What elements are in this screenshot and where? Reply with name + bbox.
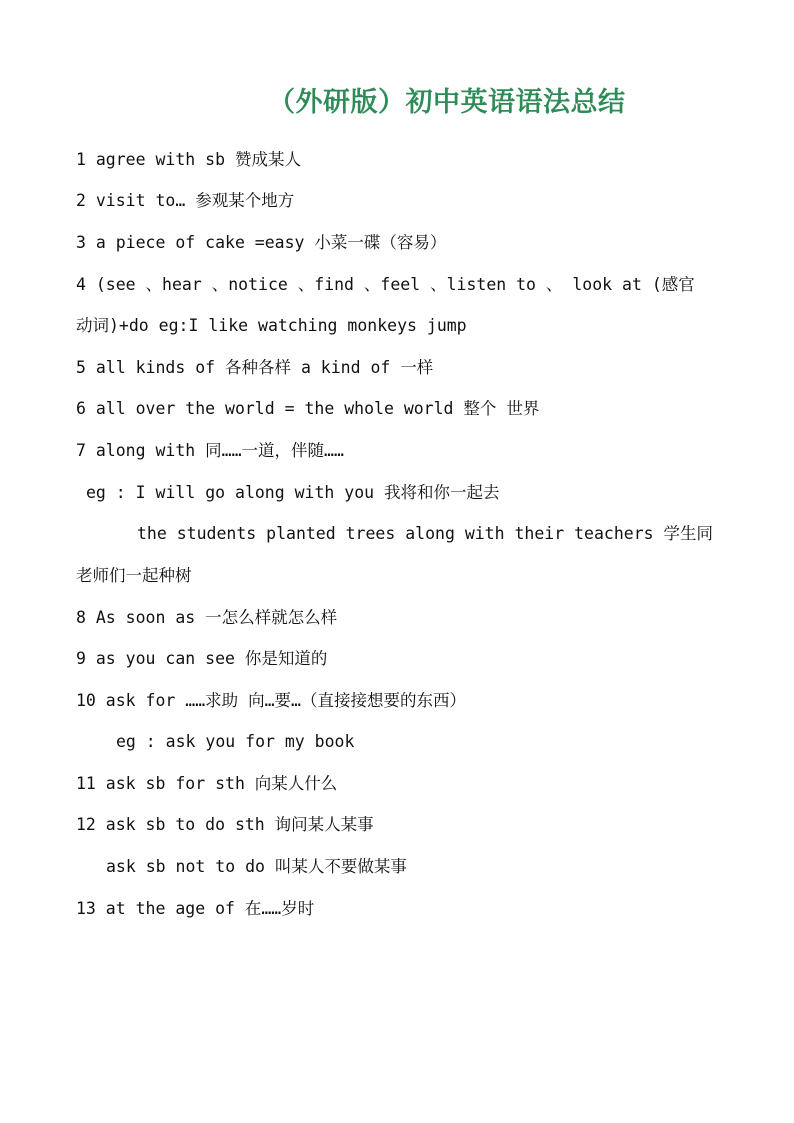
text-line: 1 agree with sb 赞成某人 bbox=[76, 150, 301, 169]
text-line: 9 as you can see 你是知道的 bbox=[76, 649, 328, 668]
text-line: 13 at the age of 在……岁时 bbox=[76, 899, 315, 918]
text-line: 3 a piece of cake =easy 小菜一碟（容易） bbox=[76, 233, 447, 252]
text-line: eg : I will go along with you 我将和你一起去 bbox=[86, 483, 500, 502]
text-line: eg : ask you for my book bbox=[116, 732, 355, 751]
text-line: 10 ask for ……求助 向…要…（直接接想要的东西） bbox=[76, 691, 466, 710]
text-line: 5 all kinds of 各种各样 a kind of 一样 bbox=[76, 358, 434, 377]
text-line: 11 ask sb for sth 向某人什么 bbox=[76, 774, 338, 793]
text-line: ask sb not to do 叫某人不要做某事 bbox=[106, 857, 407, 876]
text-line: 12 ask sb to do sth 询问某人某事 bbox=[76, 815, 374, 834]
text-line: 4 (see 、hear 、notice 、find 、feel 、listen to 、 look at (感官 bbox=[76, 275, 695, 294]
text-line: 8 As soon as 一怎么样就怎么样 bbox=[76, 608, 338, 627]
text-line: 老师们一起种树 bbox=[76, 566, 192, 585]
text-line: 7 along with 同……一道，伴随…… bbox=[76, 441, 344, 460]
text-line: 动词)+do eg:I like watching monkeys jump bbox=[76, 316, 467, 335]
text-line: the students planted trees along with their teachers 学生同 bbox=[137, 524, 713, 543]
text-line: 6 all over the world = the whole world 整个 世界 bbox=[76, 399, 540, 418]
text-line: 2 visit to… 参观某个地方 bbox=[76, 191, 295, 210]
document-title: （外研版）初中英语语法总结 bbox=[268, 87, 626, 118]
